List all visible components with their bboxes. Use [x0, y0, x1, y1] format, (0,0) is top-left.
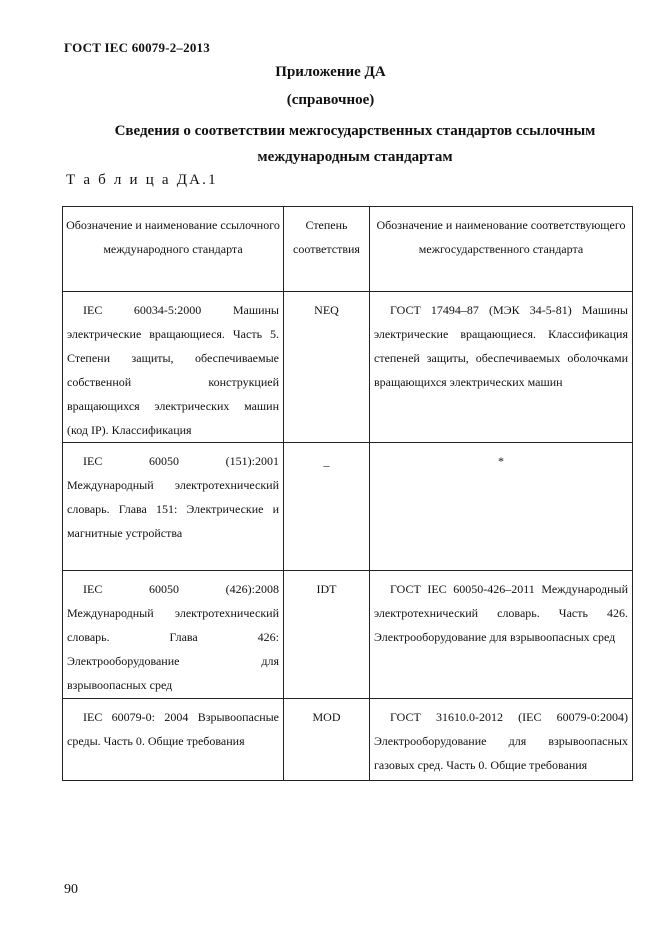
cell-international: IEC 60034-5:2000 Машины электрические вращающиеся. Часть 5. Степени защиты, обеспечиваемые собственной конструкцией вращающихся электрических машин (код IP). Классификация: [67, 303, 279, 437]
cell-degree: _: [323, 454, 330, 468]
table-row: [63, 292, 633, 443]
table-row: [63, 699, 633, 781]
cell-degree: IDT: [316, 582, 337, 596]
table-header-row: [63, 207, 633, 292]
cell-degree: NEQ: [314, 303, 339, 317]
table-row: [63, 571, 633, 699]
header-interstate-standard: Обозначение и наименование соответствующего межгосударственного стандарта: [370, 207, 633, 292]
cell-interstate: *: [498, 454, 504, 468]
cell-international: IEC 60079-0: 2004 Взрывоопасные среды. Часть 0. Общие требования: [67, 710, 279, 748]
annex-subtitle: (справочное): [286, 92, 375, 108]
header-international-standard: Обозначение и наименование ссылочного международного стандарта: [63, 207, 284, 292]
annex-heading: Сведения о соответствии межгосударственных стандартов ссылочным международным стандартам: [114, 123, 596, 165]
header-degree-of-correspondence: Степень соответствия: [284, 207, 370, 292]
document-code: ГОСТ IEC 60079-2–2013: [64, 40, 210, 55]
cell-interstate: ГОСТ IEC 60050-426–2011 Международный электротехнический словарь. Часть 426. Электрооборудование для взрывоопасных сред: [374, 582, 628, 644]
cell-international: IEC 60050 (151):2001 Международный электротехнический словарь. Глава 151: Электрические и магнитные устройства: [67, 454, 279, 540]
correspondence-table: [62, 206, 633, 781]
table-label: Т а б л и ц а ДА.1: [66, 172, 218, 188]
cell-interstate: ГОСТ 17494–87 (МЭК 34-5-81) Машины электрические вращающиеся. Классификация степеней защиты, обеспечиваемых оболочками вращающихся электрических машин: [374, 303, 628, 389]
table-row: [63, 443, 633, 571]
annex-title: Приложение ДА: [275, 64, 386, 80]
cell-degree: MOD: [312, 710, 341, 724]
cell-international: IEC 60050 (426):2008 Международный электротехнический словарь. Глава 426: Электрооборудование для взрывоопасных сред: [67, 582, 279, 692]
cell-interstate: ГОСТ 31610.0-2012 (IEC 60079-0:2004) Электрооборудование для взрывоопасных газовых сред. Часть 0. Общие требования: [374, 710, 628, 772]
page-number: 90: [64, 882, 78, 897]
